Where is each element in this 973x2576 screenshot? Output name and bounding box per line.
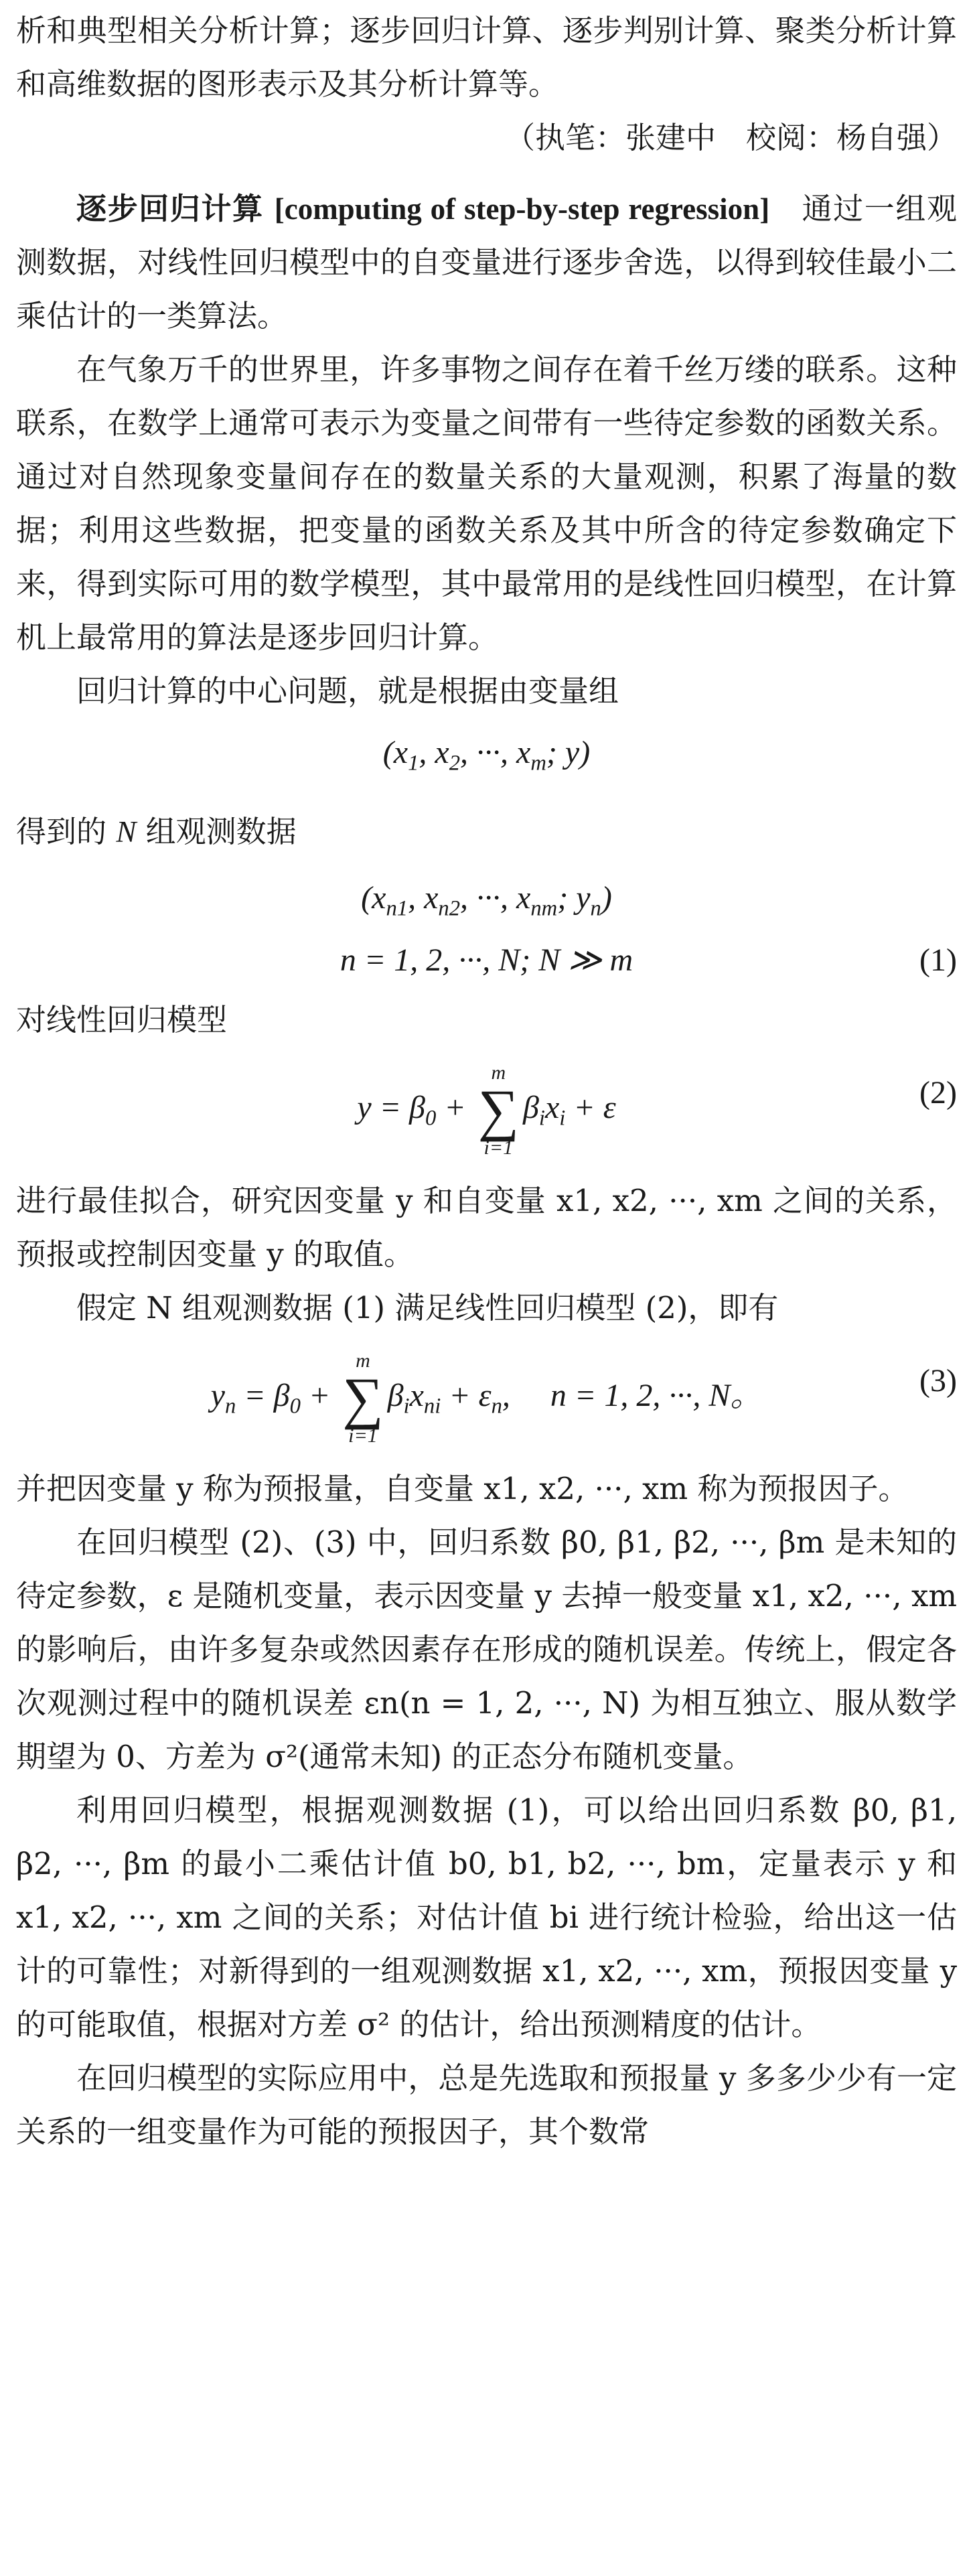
paragraph-central-problem: 回归计算的中心问题，就是根据由变量组 [76, 673, 619, 709]
entry-english-term: [computing of step-by-step regression] [274, 192, 770, 226]
entry-paragraph [16, 182, 957, 343]
summation-symbol: m ∑ i=1 [342, 1349, 384, 1447]
equation-1-line-1: ($x_{n1}$, $x_{n2}$, ···, $x_{nm}$; $y_n$) [361, 879, 612, 921]
paragraph-application: 在回归模型的实际应用中，总是先选取和预报量 y 多多少少有一定关系的一组变量作为可能的预报因子，其个数常 [16, 2060, 957, 2149]
equation-3: $y_n = \beta_0$ + m ∑ i=1 $\beta_ix_{ni} + \varepsilon_n$, n = 1, 2, ···, N。 (3) [210, 1349, 957, 1447]
paragraph-observations [16, 805, 957, 859]
entry-definition: 通过一组观测数据，对线性回归模型中的自变量进行逐步舍选，以得到较佳最小二乘估计的一类算法。 [16, 191, 957, 334]
paragraph-assumption: 假定 N 组观测数据 (1) 满足线性回归模型 (2)，即有 [76, 1289, 779, 1326]
equation-1 [16, 872, 957, 987]
obs-n: N [116, 814, 137, 849]
paragraph-predictors: 并把因变量 y 称为预报量，自变量 x1, x2, ···, xm 称为预报因子。 [16, 1470, 909, 1506]
paragraph-fitting: 进行最佳拟合，研究因变量 y 和自变量 x1, x2, ···, xm 之间的关系，预报或控制因变量 y 的取值。 [16, 1182, 957, 1272]
paragraph-error-assumption: 在回归模型 (2)、(3) 中，回归系数 β0, β1, β2, ···, βm 是未知的待定参数，ε 是随机变量，表示因变量 y 去掉一般变量 x1, x2, ···, xm 的影响后，由许多复杂或然因素存在形成的随机误差。传统上，假定各次观测过程中的随机误差 εn(n = 1, 2, ···, N) 为相互独立、服从数学期望为 0、方差为 σ²(通常未知) 的正态分布随机变量。 [16, 1524, 957, 1774]
equation-2-number: (2) [919, 1075, 957, 1111]
paragraph-least-squares: 利用回归模型，根据观测数据 (1)，可以给出回归系数 β0, β1, β2, ···, βm 的最小二乘估计值 b0, b1, b2, ···, bm，定量表示 y 和 x1, x2, ···, xm 之间的关系；对估计值 bi 进行统计检验，给出这一估计的可靠性；对新得到的一组观测数据 x1, x2, ···, xm，预报因变量 y 的可能取值，根据对方差 σ² 的估计，给出预测精度的估计。 [16, 1792, 957, 2042]
entry-term: 逐步回归计算 [76, 191, 264, 226]
summation-symbol: m ∑ i=1 [477, 1062, 519, 1159]
equation-variable-group: ($x_1$, $x_2$, ···, $x_m$; y) [382, 735, 591, 776]
equation-1-number: (1) [919, 942, 957, 979]
equation-3-tail: n = 1, 2, ···, N。 [550, 1377, 763, 1413]
intro-paragraph: 析和典型相关分析计算；逐步回归计算、逐步判别计算、聚类分析计算和高维数据的图形表示及其分析计算等。 [16, 13, 957, 102]
paragraph-background: 在气象万千的世界里，许多事物之间存在着千丝万缕的联系。这种联系，在数学上通常可表示为变量之间带有一些待定参数的函数关系。通过对自然现象变量间存在的数量关系的大量观测，积累了海量的数据；利用这些数据，把变量的函数关系及其中所含的待定参数确定下来，得到实际可用的数学模型，其中最常用的是线性回归模型，在计算机上最常用的算法是逐步回归计算。 [16, 352, 957, 655]
author-credit: （执笔：张建中 校阅：杨自强） [504, 120, 957, 155]
obs-text-b: 组观测数据 [145, 813, 297, 849]
paragraph-linear-model: 对线性回归模型 [16, 1002, 228, 1038]
equation-3-number: (3) [919, 1362, 957, 1399]
equation-2: $y = \beta_0$ + m ∑ i=1 $\beta_ix_i + \varepsilon$ (2) [357, 1062, 957, 1159]
obs-text-a: 得到的 [16, 813, 107, 849]
equation-1-line-2: n = 1, 2, ···, N; N ≫ m (1) [16, 934, 957, 987]
